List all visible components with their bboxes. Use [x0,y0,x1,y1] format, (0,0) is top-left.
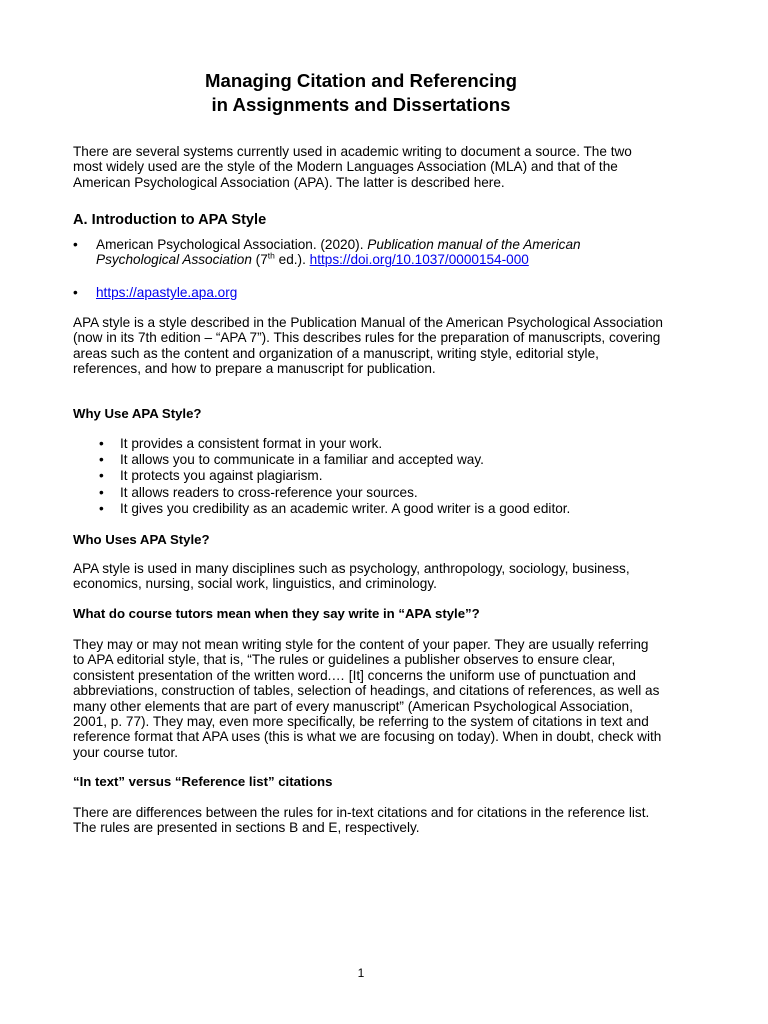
list-item-text: It protects you against plagiarism. [120,468,323,484]
course-tutors-paragraph: They may or may not mean writing style for the content of your paper. They are usually referring to APA editorial style, that is, “The rules or guidelines a publisher observes to ensure clear, consistent presentation of the written word.… [It] concerns the uniform use of punctuation and abbreviations, construction of tables, selection of headings, and citations of references, as well as many other elements that are part of every manuscript” (American Psychological Association, 2001, p. 77). They may, even more specifically, be referring to the system of citations in text and reference format that APA uses (this is what we are focusing on today). When in doubt, check with your course tutor. [73,637,662,760]
intro-paragraph: There are several systems currently used in academic writing to document a source. The two most widely used are the style of the Modern Languages Association (MLA) and that of the American Psychological Association (APA). The latter is described here. [73,144,632,190]
reference-title: Publication manual of the American Psychological Association [96,237,581,268]
reference-edition-sup: th [267,250,275,261]
bullet-icon: • [99,484,104,500]
section-a-heading: A. Introduction to APA Style [73,212,267,228]
bullet-icon: • [99,468,104,484]
list-item-text: It allows readers to cross-reference your sources. [120,484,418,500]
who-uses-heading: Who Uses APA Style? [73,532,210,547]
bullet-icon: • [73,237,78,252]
bullet-icon: • [99,436,104,451]
why-use-list [99,436,659,517]
why-use-heading: Why Use APA Style? [73,406,202,421]
bullet-icon: • [73,285,78,300]
apastyle-website [96,285,656,300]
list-item [99,485,659,501]
bullet-icon: • [99,500,104,516]
list-item [99,436,659,452]
reference-edition-open: (7 [251,252,268,268]
course-tutors-heading: What do course tutors mean when they say write in “APA style”? [73,606,480,621]
in-text-heading: “In text” versus “Reference list” citations [73,774,333,789]
bullet-icon: • [99,452,104,468]
list-item [99,452,659,468]
apa-description-paragraph: APA style is a style described in the Publication Manual of the American Psychological Association (now in its 7th edition – “APA 7”). This describes rules for the preparation of manuscripts, covering areas such as the content and organization of a manuscript, writing style, editorial style, references, and how to prepare a manuscript for publication. [73,315,663,377]
doi-link[interactable]: https://doi.org/10.1037/0000154-000 [309,252,529,268]
apa-manual-reference [96,237,656,268]
who-uses-paragraph: APA style is used in many disciplines such as psychology, anthropology, sociology, business, economics, nursing, social work, linguistics, and criminology. [73,561,630,592]
document-title-line-1: Managing Citation and Referencing [205,70,517,91]
reference-author-year: American Psychological Association. (2020). [96,237,368,252]
apastyle-link[interactable]: https://apastyle.apa.org [96,285,238,300]
in-text-paragraph: There are differences between the rules for in-text citations and for citations in the reference list. The rules are presented in sections B and E, respectively. [73,805,650,836]
reference-edition-close: ed.). [274,252,310,268]
list-item-text: It gives you credibility as an academic writer. A good writer is a good editor. [120,500,571,516]
document-title-line-2: in Assignments and Dissertations [211,94,511,115]
list-item-text: It allows you to communicate in a familiar and accepted way. [120,452,484,468]
list-item-text: It provides a consistent format in your work. [120,436,383,451]
list-item [99,468,659,484]
list-item [99,501,659,517]
page-number: 1 [357,966,365,980]
